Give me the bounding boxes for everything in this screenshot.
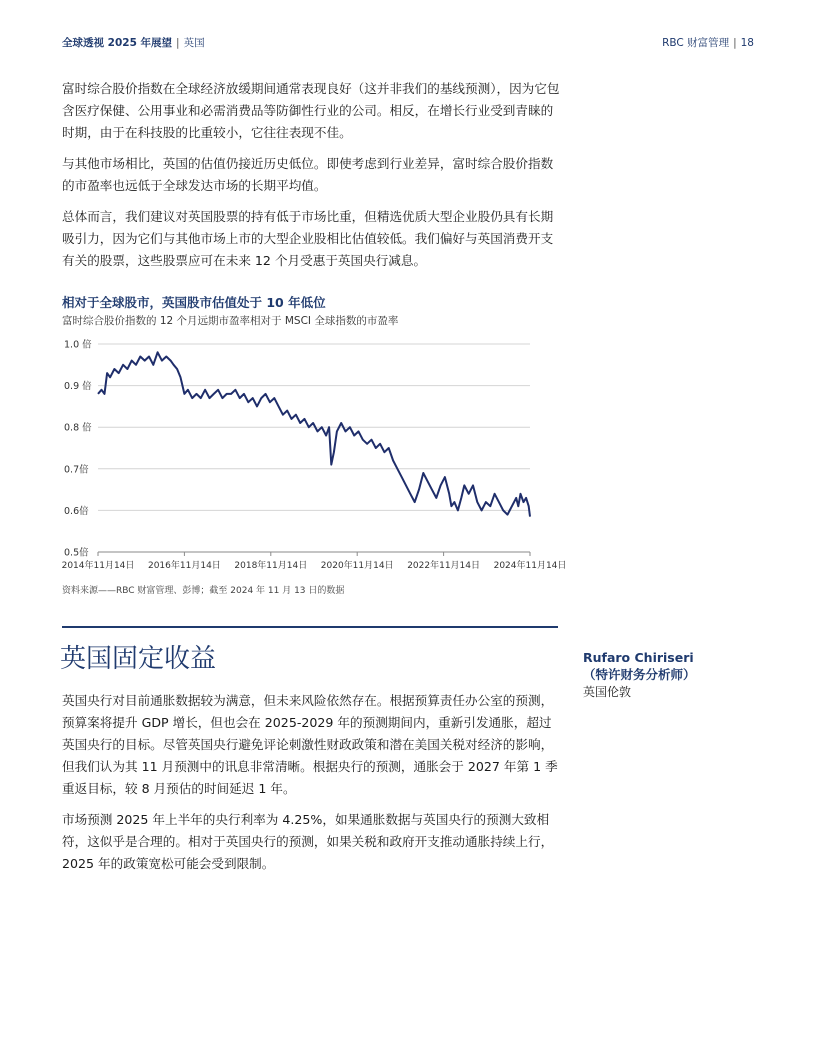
intro-paragraph-3: 总体而言，我们建议对英国股票的持有低于市场比重，但精选优质大型企业股仍具有长期吸引力，因为它们与其他市场上市的大型企业股相比估值较低。我们偏好与英国消费开支有关的股票，这些股票应可在未来 12 个月受惠于英国央行减息。 <box>62 209 554 268</box>
chart-subtitle: 富时综合股价指数的 12 个月远期市盈率相对于 MSCI 全球指数的市盈率 <box>62 315 399 327</box>
y-axis-tick-labels <box>64 339 92 559</box>
x-tick-label: 2018年11月14日 <box>234 561 308 571</box>
chart-header <box>62 294 562 328</box>
publication-title: 全球透视 2025 年展望 <box>62 37 173 49</box>
y-tick-label: 0.5倍 <box>64 547 89 559</box>
page-number: 18 <box>740 37 754 49</box>
header-region: 英国 <box>183 37 205 49</box>
y-tick-label: 0.6倍 <box>64 505 89 517</box>
pe-ratio-line-chart <box>50 335 570 575</box>
x-tick-label: 2014年11月14日 <box>61 561 135 571</box>
running-header <box>62 35 205 50</box>
chart-series <box>98 352 530 516</box>
section-text <box>62 690 562 884</box>
y-tick-label: 0.7倍 <box>64 464 89 476</box>
x-tick-label: 2016年11月14日 <box>147 561 221 571</box>
page-separator: | <box>733 37 737 49</box>
x-tick-label: 2022年11月14日 <box>407 561 481 571</box>
y-tick-label: 0.9 倍 <box>64 381 92 393</box>
x-tick-label: 2020年11月14日 <box>320 561 394 571</box>
author-block <box>583 650 763 701</box>
series-line <box>98 352 530 516</box>
chart-gridlines <box>98 344 530 556</box>
section-paragraph-2: 市场预测 2025 年上半年的央行利率为 4.25%，如果通胀数据与英国央行的预测大致相符，这似乎是合理的。相对于英国央行的预测，如果关税和政府开支推动通胀持续上行，2025 年的政策宽松可能会受到限制。 <box>62 812 554 871</box>
section-divider <box>62 626 558 628</box>
x-tick-label: 2024年11月14日 <box>493 561 567 571</box>
page-info <box>662 35 754 50</box>
section-title: 英国固定收益 <box>60 644 217 674</box>
y-tick-label: 0.8 倍 <box>64 422 92 434</box>
intro-text <box>62 78 562 281</box>
x-axis-tick-labels <box>62 559 567 571</box>
chart-source: 资料来源——RBC 财富管理、彭博；截至 2024 年 11 月 13 日的数据 <box>62 586 345 596</box>
author-location: 英国伦敦 <box>583 685 632 699</box>
y-tick-label: 1.0 倍 <box>64 339 92 351</box>
intro-paragraph-1: 富时综合股价指数在全球经济放缓期间通常表现良好（这并非我们的基线预测），因为它包含医疗保健、公用事业和必需消费品等防御性行业的公司。相反，在增长行业受到青睐的时期，由于在科技股的比重较小，它往往表现不佳。 <box>62 81 560 140</box>
brand-name: RBC 财富管理 <box>662 37 730 49</box>
author-credential: （特许财务分析师） <box>583 667 696 682</box>
chart-title: 相对于全球股市，英国股市估值处于 10 年低位 <box>62 295 326 310</box>
header-separator: | <box>176 37 180 49</box>
section-paragraph-1: 英国央行对目前通胀数据较为满意，但未来风险依然存在。根据预算责任办公室的预测，预算案将提升 GDP 增长，但也会在 2025-2029 年的预测期间内，重新引发通胀，超过英国央行的目标。尽管英国央行避免评论刺激性财政政策和潜在美国关税对经济的影响，但我们认为其 11 月预测中的讯息非常清晰。根据央行的预测，通胀会于 2027 年第 1 季重返目标，较 8 月预估的时间延迟 1 年。 <box>62 693 558 796</box>
intro-paragraph-2: 与其他市场相比，英国的估值仍接近历史低位。即使考虑到行业差异，富时综合股价指数的市盈率也远低于全球发达市场的长期平均值。 <box>62 156 554 193</box>
author-name: Rufaro Chiriseri <box>583 650 694 665</box>
